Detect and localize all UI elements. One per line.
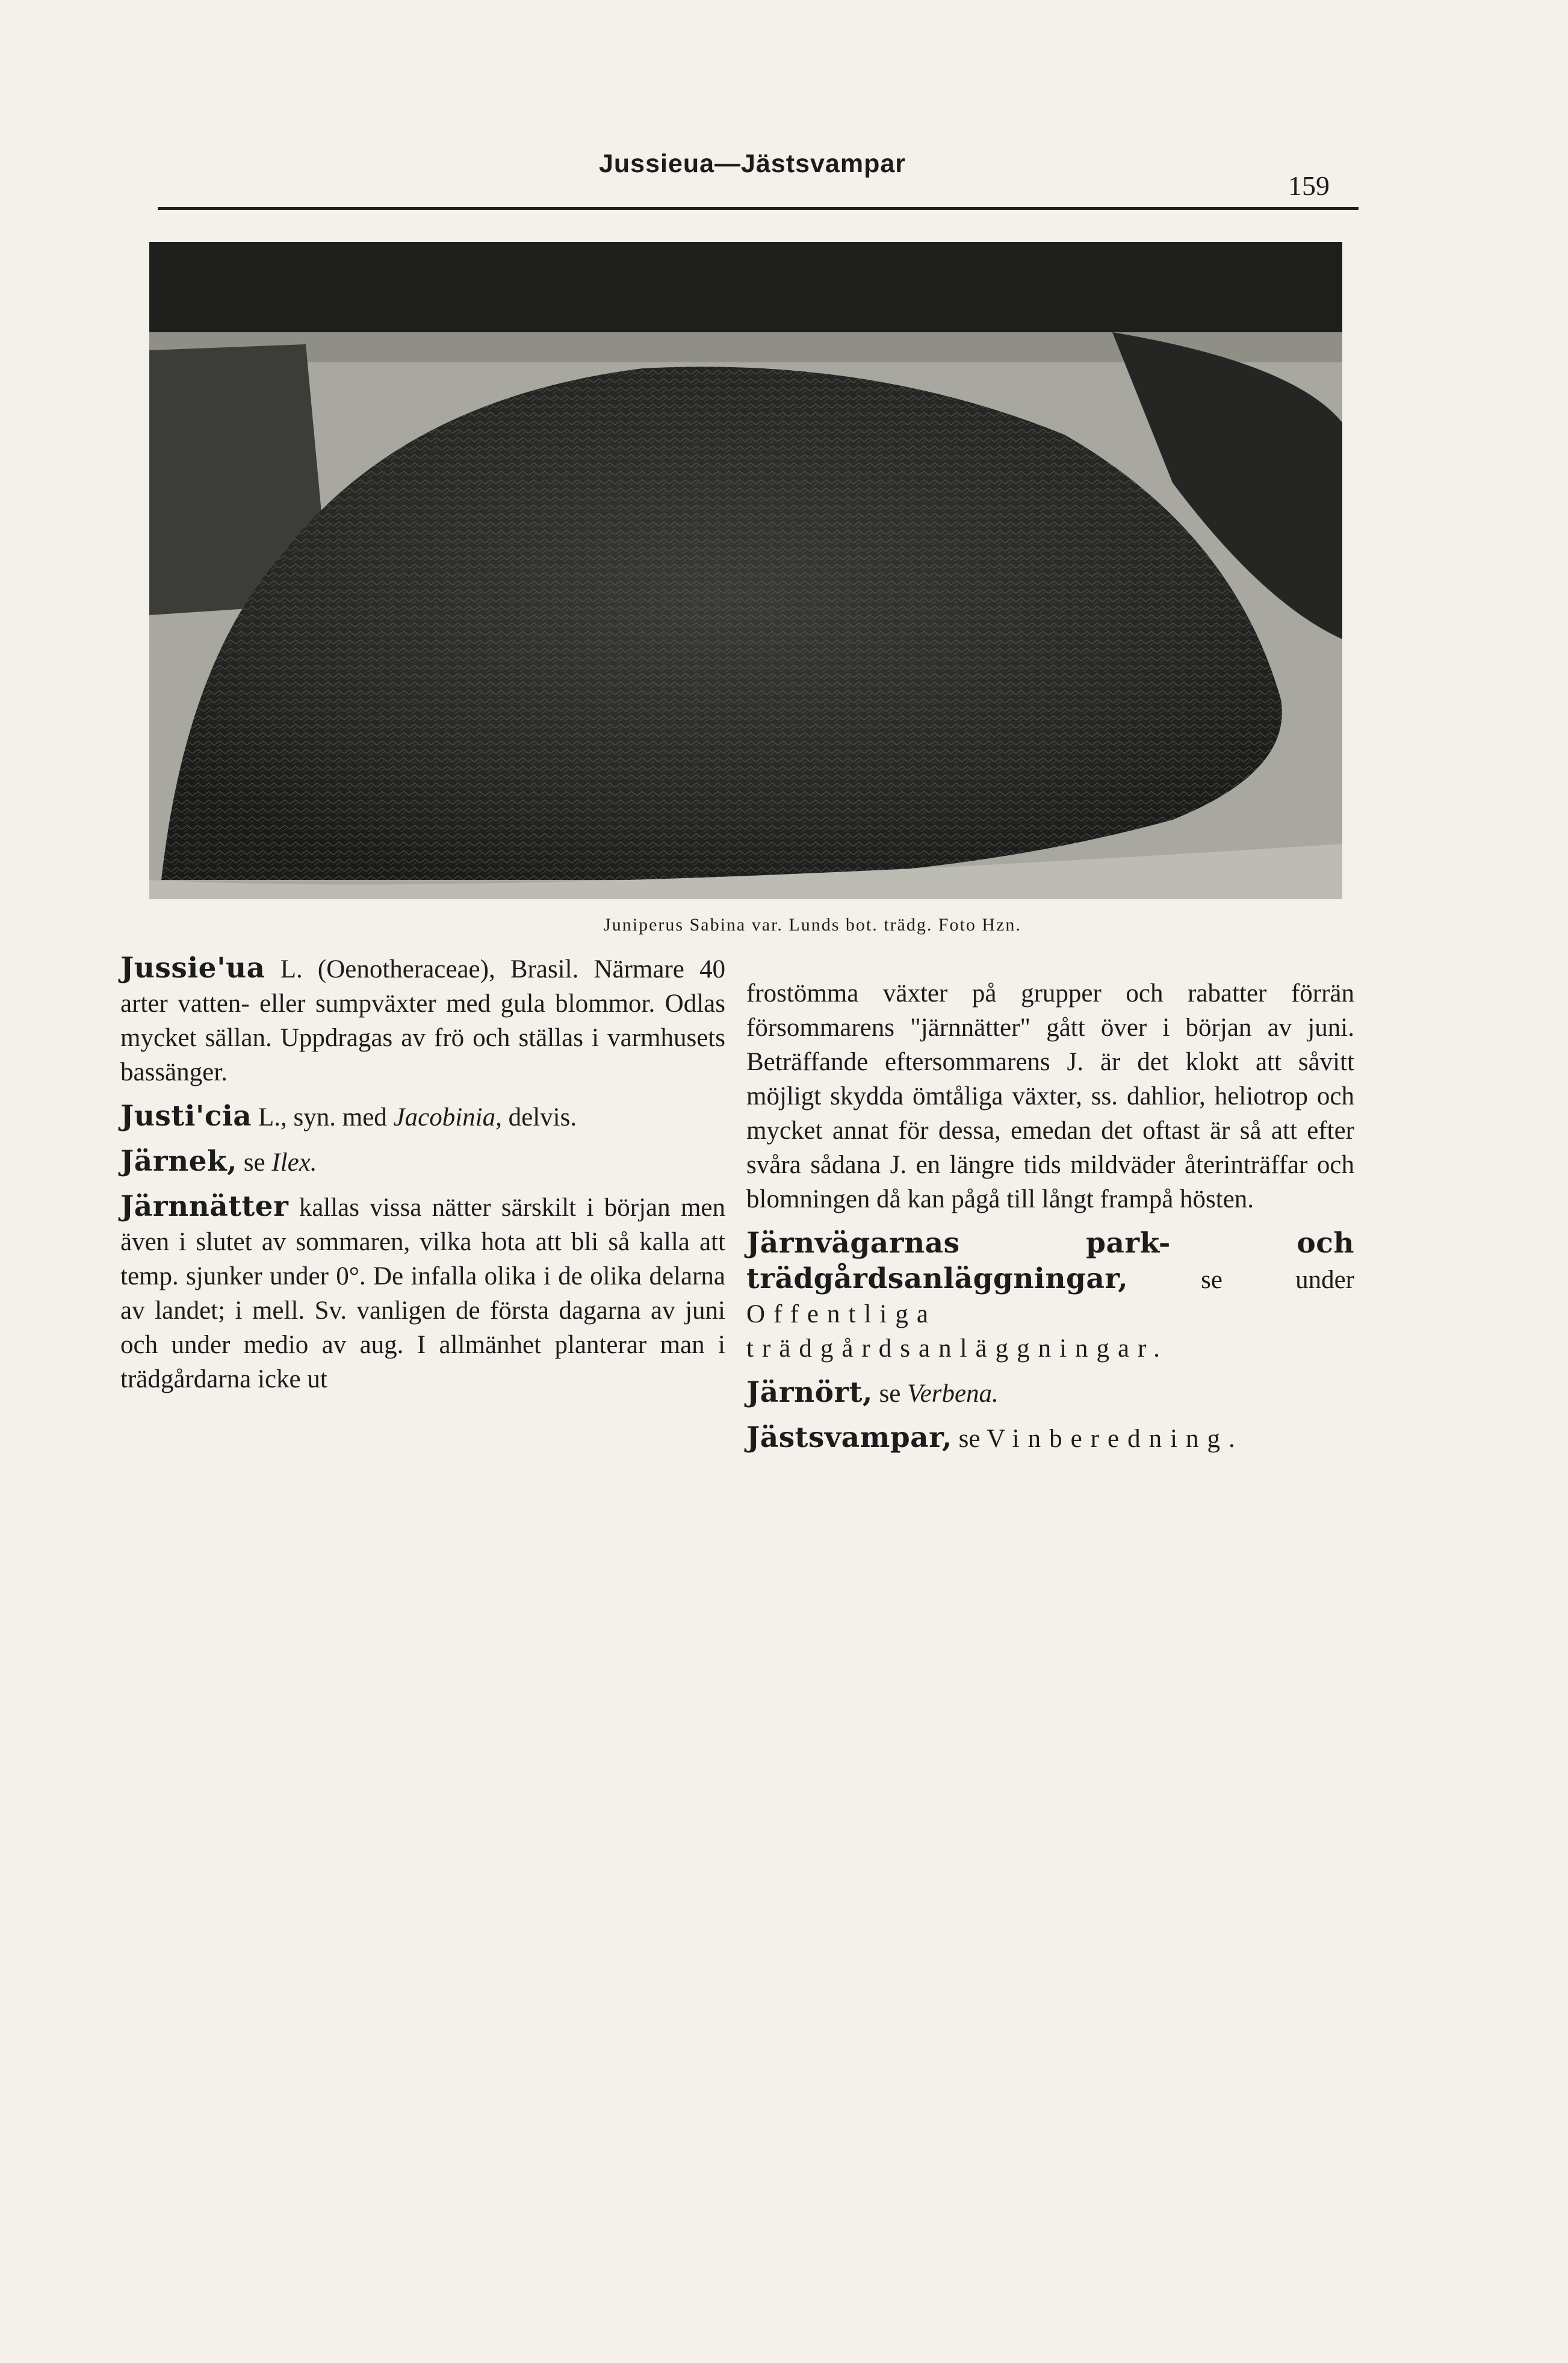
entry-jastsvampar-text: se (952, 1425, 987, 1453)
entry-jarnort (746, 1375, 1354, 1411)
headword-jastsvampar: Jästsvampar, (746, 1421, 952, 1454)
entry-jarnnatter-body: kallas vissa nätter särskilt i början men även i slutet av sommaren, vilka hota att bli så kalla att temp. sjunker under 0°. De infalla olika i de olika delarna av landet; i mell. Sv. vanligen de första dagarna av juni och under medio av aug. I allmänhet planterar man i trädgårdarna icke ut (120, 1194, 725, 1393)
juniper-photograph (149, 242, 1342, 899)
entry-justicia-italic: Jacobinia, (393, 1103, 502, 1132)
entry-jarnek-italic: Ilex. (271, 1148, 317, 1177)
juniper-photo-illustration (149, 242, 1342, 899)
left-column (120, 951, 725, 1406)
headword-jarnek: Järnek, (120, 1145, 237, 1178)
entry-jarnnatter (120, 1189, 725, 1396)
figure-caption: Juniperus Sabina var. Lunds bot. trädg. Foto Hzn. (604, 915, 1021, 935)
entry-jarnort-italic: Verbena. (907, 1380, 999, 1408)
entry-justicia-text-2: delvis. (501, 1103, 577, 1132)
headword-jussieua: Jussie'ua (120, 952, 265, 985)
entry-justicia-text-1: L., syn. med (252, 1103, 394, 1132)
headword-justicia: Justi'cia (120, 1100, 252, 1133)
entry-jarnek-text: se (237, 1148, 272, 1177)
headword-jarnvagarnas: Järnvägarnas park- och trädgårdsanläggningar, (746, 1227, 1354, 1295)
entry-jussieua-body: L. (Oenotheraceae), Brasil. Närmare 40 arter vatten- eller sumpväxter med gula blommor. Odlas mycket sällan. Uppdragas av frö och ställas i varmhusets bassänger. (120, 955, 725, 1086)
entry-jarnvagarnas-spaced: Offentliga trädgårdsanläggningar. (746, 1300, 1168, 1363)
entry-jastsvampar-spaced: Vinberedning. (987, 1425, 1244, 1453)
entry-jarnnatter-continuation: frostömma växter på grupper och rabatter förrän försommarens "järnnätter" gått över i början av juni. Beträffande eftersommarens J. är det klokt att såvitt möjligt skydda ömtåliga växter, ss. dahlior, heliotrop och mycket annat för dessa, emedan det oftast är så att efter svåra sådana J. en längre tids mildväder återinträffar och blomningen då kan pågå till långt frampå hösten. (746, 979, 1354, 1213)
headword-jarnnatter: Järnnätter (120, 1190, 289, 1223)
running-header-title: Jussieua—Jästsvampar (598, 149, 906, 178)
entry-justicia (120, 1099, 725, 1135)
headword-jarnort: Järnört, (746, 1376, 873, 1409)
entry-jarnort-text: se (872, 1380, 908, 1408)
page-number: 159 (1288, 170, 1330, 201)
header-rule (158, 207, 1359, 210)
entry-jastsvampar (746, 1420, 1354, 1456)
entry-jarnvagarnas-text: se under (1128, 1266, 1354, 1294)
right-column (746, 976, 1354, 1466)
entry-jussieua (120, 951, 725, 1089)
entry-jarnvagarnas (746, 1226, 1354, 1366)
entry-jarnek (120, 1144, 725, 1180)
